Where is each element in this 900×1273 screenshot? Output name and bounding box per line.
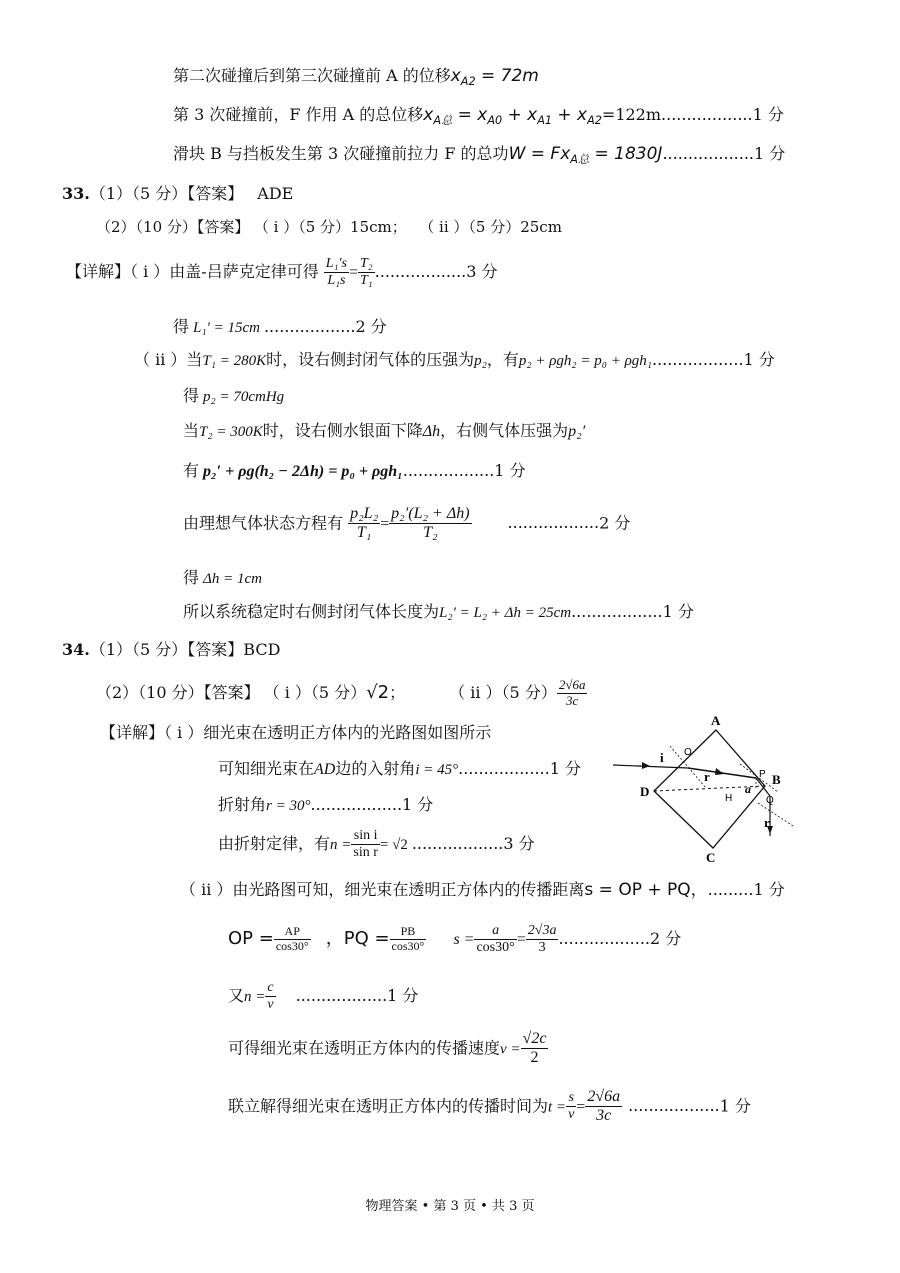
text: 联立解得细光束在透明正方体内的传播时间为 xyxy=(228,1096,549,1116)
score: 3 分 xyxy=(503,834,535,854)
dots: .................. xyxy=(661,105,753,124)
math: T₁ = 280K xyxy=(202,353,267,369)
text: （2）（10 分）【答案】 xyxy=(96,218,250,236)
fraction xyxy=(348,505,380,543)
math: p₂ + ρgh₂ = p₀ + ρgh₁ xyxy=(518,353,652,369)
math: i = 45° xyxy=(415,762,459,778)
math: p₂′ xyxy=(568,423,586,440)
numerator: 2√3a xyxy=(526,923,559,940)
fraction xyxy=(585,1088,622,1126)
text: （2）（10 分）【答案】 xyxy=(96,682,260,702)
math: L₂′ = L₂ + Δh = 25cm xyxy=(439,605,572,621)
denominator: 3 xyxy=(538,940,546,956)
dots: .................. xyxy=(295,986,388,1006)
text: 有 xyxy=(183,461,200,480)
text: =122m xyxy=(601,105,662,124)
d34-i xyxy=(100,723,491,742)
dots: ......... xyxy=(707,880,754,899)
light-path-figure xyxy=(608,708,808,866)
d34-r5 xyxy=(228,980,418,1013)
denominator: L₁s xyxy=(327,273,346,289)
numerator: L₁′s xyxy=(324,256,349,273)
text: （ ii ）由光路图可知，细光束在透明正方体内的传播距离 xyxy=(180,880,585,899)
denominator: 3c xyxy=(596,1107,612,1125)
fraction xyxy=(557,678,588,709)
score: 1 分 xyxy=(752,105,784,124)
answer: （ ii ）（5 分）25cm xyxy=(426,218,562,236)
text: 得 xyxy=(183,386,200,405)
d33-i: 【详解】（ i ）由盖-吕萨克定律可得 $\frac{\text{L₁′s}}{\text{L₁s}}$ = $\frac{\text{T₂}}{\text{T₁}}$ ..................3 分 xyxy=(66,256,498,289)
label-H: H xyxy=(725,793,733,804)
math: + x xyxy=(552,105,588,125)
math: v = xyxy=(500,1041,521,1058)
math: r = 30° xyxy=(266,798,311,814)
text: 【详解】（ i ）细光束在透明正方体内的光路图如图所示 xyxy=(100,723,492,742)
fraction xyxy=(526,923,559,956)
text: 得 xyxy=(183,568,200,587)
numerator: AP xyxy=(274,925,311,940)
math: p₂ xyxy=(474,353,487,369)
numerator: a xyxy=(474,923,516,940)
text: 由折射定律，有 xyxy=(218,834,331,854)
q33-answer-2 xyxy=(96,218,562,236)
incident-ray xyxy=(613,765,688,768)
text: 可知细光束在 xyxy=(218,759,315,778)
text: 当 xyxy=(183,421,200,440)
sub: A1 xyxy=(537,114,552,128)
dots: .................. xyxy=(662,144,754,163)
text: 折射角 xyxy=(218,795,267,814)
text: （ ii ）当 xyxy=(134,350,203,369)
label-A: A xyxy=(711,713,721,728)
label-D: D xyxy=(640,784,650,799)
score: 2 分 xyxy=(599,513,631,533)
fraction xyxy=(265,980,275,1013)
score: 1 分 xyxy=(402,795,434,814)
answer: ADE xyxy=(257,184,294,203)
numerator: sin i xyxy=(351,828,380,845)
text: 得 xyxy=(173,317,190,336)
q34-answer-2 xyxy=(96,678,587,709)
math: ，PQ = xyxy=(325,928,390,950)
text: 所以系统稳定时右侧封闭气体长度为 xyxy=(183,602,440,621)
score: 1 分 xyxy=(387,986,419,1006)
label-Q: Q xyxy=(766,795,774,806)
numerator: T₂ xyxy=(358,256,375,273)
math: = x xyxy=(452,105,488,125)
math: t = xyxy=(548,1099,567,1116)
fraction xyxy=(566,1090,576,1123)
denominator: 2 xyxy=(530,1049,539,1067)
denominator: T₁ xyxy=(360,273,373,289)
text: 滑块 B 与挡板发生第 3 次碰撞前拉力 F 的总功 xyxy=(173,144,509,163)
score: 1 分 xyxy=(754,144,786,163)
math: n = xyxy=(244,989,266,1006)
math: W = Fx xyxy=(508,144,571,164)
math: p₂′ + ρg(h₂ − 2Δh) = p₀ + ρgh₁ xyxy=(203,463,403,480)
d34-r7 xyxy=(228,1088,751,1126)
math: L₁′ = 15cm xyxy=(193,320,260,336)
text: 【详解】（ i ）由盖-吕萨克定律可得 xyxy=(66,262,319,282)
numerator: p₂′(L₂ + Δh) xyxy=(389,505,471,524)
arrow-icon xyxy=(715,768,724,775)
d33-r4 xyxy=(183,461,526,481)
math: n = xyxy=(330,837,352,854)
q33-answer-1 xyxy=(62,184,293,203)
math: = 1830J xyxy=(589,144,663,164)
label-r: r xyxy=(704,769,710,784)
math: p₂ = 70cmHg xyxy=(203,389,285,405)
page-footer: 物理答案 • 第 3 页 • 共 3 页 xyxy=(365,1199,535,1214)
d33-r7 xyxy=(183,602,694,622)
text: 第 3 次碰撞前，F 作用 A 的总位移 xyxy=(173,105,424,124)
text: 边的入射角 xyxy=(335,759,416,778)
score: 1 分 xyxy=(743,350,775,369)
math: AD xyxy=(314,761,336,778)
dots: .................. xyxy=(411,834,504,854)
label-r2: r xyxy=(764,815,770,830)
score: 1 分 xyxy=(494,461,526,480)
fraction xyxy=(390,925,427,954)
math: + x xyxy=(502,105,538,125)
d33-r6 xyxy=(183,568,262,588)
text: 时，设右侧封闭气体的压强为 xyxy=(266,350,475,369)
line-total-work xyxy=(173,144,785,167)
label-a: a xyxy=(745,782,751,796)
d34-r6 xyxy=(228,1030,548,1068)
math: = xyxy=(516,931,526,949)
score: 3 分 xyxy=(466,262,498,282)
line-displacement-a2 xyxy=(173,66,539,89)
numerator: PB xyxy=(390,925,427,940)
numerator: c xyxy=(265,980,275,997)
denominator: sin r xyxy=(353,845,378,861)
fraction xyxy=(324,256,349,289)
sub: A0 xyxy=(487,114,503,128)
answer: （ i ）（5 分） xyxy=(271,682,367,702)
score: 1 分 xyxy=(753,880,785,899)
dots: .................. xyxy=(507,513,600,533)
d33-ii xyxy=(134,350,775,370)
fraction xyxy=(358,256,375,289)
text: ，右侧气体压强为 xyxy=(440,421,569,440)
text: 可得细光束在透明正方体内的传播速度 xyxy=(228,1038,501,1058)
numerator: s xyxy=(566,1090,576,1107)
math: Δh = 1cm xyxy=(203,571,262,587)
label-C: C xyxy=(706,850,716,865)
sub: A2 xyxy=(587,114,602,128)
text: 第二次碰撞后到第三次碰撞前 A 的位移 xyxy=(173,66,451,85)
numerator: p₂L₂ xyxy=(348,505,380,524)
denominator: 3c xyxy=(566,692,579,708)
sub: A2 xyxy=(460,75,476,89)
d33-r3 xyxy=(183,421,585,441)
dots: .................. xyxy=(651,350,744,369)
d34-r4 xyxy=(228,923,681,956)
dots: .................. xyxy=(402,461,495,480)
denominator: T₁ xyxy=(356,524,372,542)
text: ，有 xyxy=(486,350,519,369)
text: 又 xyxy=(228,986,245,1006)
denominator: v xyxy=(267,997,274,1013)
q34-answer-1 xyxy=(62,640,280,659)
dots: .................. xyxy=(374,262,467,282)
text: 由理想气体状态方程有 xyxy=(183,513,344,533)
fraction xyxy=(274,925,311,954)
score: 1 分 xyxy=(549,759,581,778)
math: s = xyxy=(453,931,475,949)
numerator: 2√6a xyxy=(558,677,586,692)
answer: （ i ）（5 分）15cm； xyxy=(261,218,407,236)
d34-ii xyxy=(180,880,785,900)
score: 2 分 xyxy=(650,929,682,949)
math: = √2 xyxy=(379,837,408,854)
math: x xyxy=(450,66,461,86)
dots: .................. xyxy=(571,602,663,621)
line-total-displacement xyxy=(173,105,784,128)
math: T₂ = 300K xyxy=(199,424,263,440)
math: x xyxy=(423,105,434,125)
label-i: i xyxy=(660,750,664,765)
d34-r3 xyxy=(218,828,535,861)
denominator: cos30° xyxy=(476,940,515,956)
fraction xyxy=(389,505,471,543)
d33-r5: 由理想气体状态方程有 $\frac{\text{p₂L₂}}{\text{T₁}}$ = $\frac{\text{p₂′(L₂ + Δh)}}{\text{T₂}}$ ..................2 分 xyxy=(183,505,631,542)
score: 2 分 xyxy=(355,317,387,336)
text: （1）（5 分）【答案】 xyxy=(89,184,244,203)
math: = 72m xyxy=(475,66,539,86)
sub: A总 xyxy=(433,114,453,128)
label-P: P xyxy=(759,769,766,780)
math: OP = xyxy=(228,928,274,950)
fraction xyxy=(474,923,516,956)
dots: .................. xyxy=(558,929,650,949)
question-number: 33. xyxy=(62,184,90,203)
dots: .................. xyxy=(263,317,356,336)
d34-r2 xyxy=(218,795,433,815)
dots: .................. xyxy=(628,1096,720,1116)
math: Δh xyxy=(422,423,441,440)
math: s = OP + PQ， xyxy=(584,880,708,900)
score: 1 分 xyxy=(662,602,694,621)
sub: A总 xyxy=(570,153,590,167)
numerator: 2√6a xyxy=(585,1088,622,1107)
numerator: √2c xyxy=(521,1030,549,1049)
label-B: B xyxy=(772,772,781,787)
denominator: T₂ xyxy=(423,524,438,542)
score: 1 分 xyxy=(719,1096,751,1116)
label-O: O xyxy=(684,747,692,758)
d34-r1 xyxy=(218,759,581,779)
answer-value: √2 xyxy=(366,681,390,703)
math: = xyxy=(576,1098,586,1116)
arrow-icon xyxy=(642,762,650,769)
d33-r2 xyxy=(183,386,284,406)
text: ； xyxy=(389,682,406,702)
text: （1）（5 分）【答案】BCD xyxy=(89,640,281,659)
fraction xyxy=(521,1030,549,1068)
text: 时，设右侧水银面下降 xyxy=(262,421,423,440)
d33-r1 xyxy=(173,317,387,337)
answer: （ ii ）（5 分） xyxy=(457,682,557,702)
denominator: v xyxy=(568,1107,575,1123)
denominator: cos30° xyxy=(275,939,309,954)
denominator: cos30° xyxy=(391,939,425,954)
question-number: 34. xyxy=(62,640,90,659)
fraction xyxy=(351,828,380,861)
dots: .................. xyxy=(310,795,403,814)
dots: .................. xyxy=(458,759,550,778)
